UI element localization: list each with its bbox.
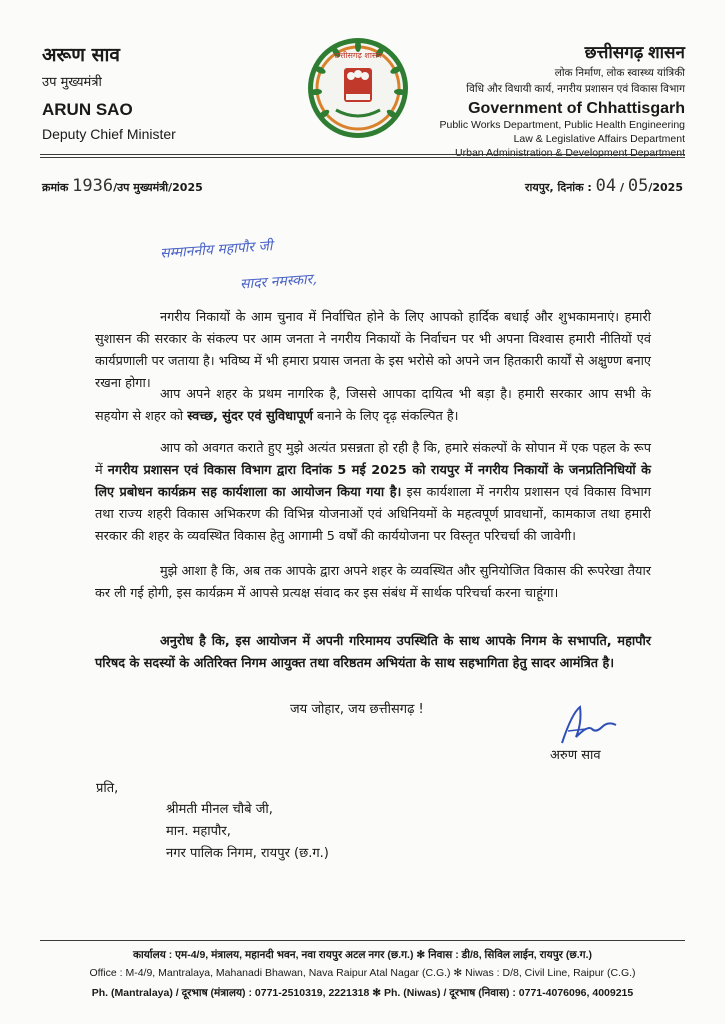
reference-suffix: /उप मुख्यमंत्री/2025: [113, 181, 203, 194]
minister-title-hindi: उप मुख्यमंत्री: [42, 75, 102, 90]
paragraph-3-text-b: इस कार्यशाला में नगरीय प्रशासन एवं विकास विभाग तथा राज्य शहरी विकास अभिकरण की विभिन्न योजनाओं एवं अधिनियमों के महत्वपूर्ण प्रावधानों, कामकाज तथा हमारी सरकार की शहर के व्यवस्थित विकास हेतु आगामी 5 वर्षों की कार्ययोजना पर विस्तृत परिचर्चा की जावेगी।: [95, 485, 651, 544]
departments-hindi-1: लोक निर्माण, लोक स्वास्थ्य यांत्रिकी: [554, 67, 685, 79]
closing-greeting: जय जोहार, जय छत्तीसगढ़ !: [290, 702, 424, 717]
date-year: /2025: [648, 181, 683, 194]
paragraph-2-bold: स्वच्छ, सुंदर एवं सुविधापूर्ण: [187, 409, 313, 424]
reference-prefix: क्रमांक: [42, 181, 69, 194]
footer-address-hindi: कार्यालय : एम-4/9, मंत्रालय, महानदी भवन, नवा रायपुर अटल नगर (छ.ग.) ✻ निवास : डी/8, सिविल लाईन, रायपुर (छ.ग.): [132, 949, 592, 961]
recipient-line-2: मान. महापौर,: [166, 824, 231, 839]
government-block: [439, 40, 685, 160]
recipient-line-1: श्रीमती मीनल चौबे जी,: [166, 802, 273, 817]
header-divider: [40, 154, 685, 155]
government-name-hindi: छत्तीसगढ़ शासन: [584, 43, 685, 62]
paragraph-2-text-a: आप अपने शहर के प्रथम नागरिक है, जिससे आपका दायित्व भी बड़ा है। हमारी सरकार आप सभी के सहयोग से शहर को: [95, 387, 651, 424]
handwritten-salutation: सम्माननीय महापौर जी: [159, 238, 274, 262]
letter-date: रायपुर, दिनांक : 04 / 05/2025: [525, 176, 683, 196]
reference-number: [42, 176, 203, 196]
paragraph-3-text-a: आप को अवगत कराते हुए मुझे अत्यंत प्रसन्नता हो रही है कि, हमारे संकल्पों के सोपान में एक पहल के रूप में: [95, 441, 651, 478]
department-english-1: Public Works Department, Public Health Engineering: [439, 119, 685, 131]
minister-title-english: Deputy Chief Minister: [42, 126, 176, 142]
paragraph-2: [95, 384, 651, 428]
minister-name-english: ARUN SAO: [42, 100, 133, 119]
paragraph-4: मुझे आशा है कि, अब तक आपके द्वारा अपने शहर के व्यवस्थित और सुनियोजित विकास की रूपरेखा तैयार कर ली गई होगी, इस कार्यक्रम में आपसे प्रत्यक्ष संवाद कर इस संबंध में सार्थक परिचर्चा करना चाहूंगा।: [95, 564, 651, 601]
paragraph-3: [95, 438, 651, 548]
minister-block: [42, 44, 176, 142]
department-english-3: Urban Administration & Development Department: [455, 147, 685, 159]
footer-phones: Ph. (Mantralaya) / दूरभाष (मंत्रालय) : 0771-2510319, 2221318 ✻ Ph. (Niwas) / दूरभाष (निवास) : 0771-4076096, 4009215: [91, 987, 634, 999]
government-emblem: [306, 36, 410, 140]
footer-divider: [40, 940, 685, 941]
minister-name-hindi: अरूण साव: [42, 44, 120, 66]
footer-address-english: Office : M-4/9, Mantralaya, Mahanadi Bhawan, Nava Raipur Atal Nagar (C.G.) ✻ Niwas : D/8, Civil Line, Raipur (C.G.): [89, 967, 636, 979]
paragraph-1: नगरीय निकायों के आम चुनाव में निर्वाचित होने के लिए आपको हार्दिक बधाई और शुभकामनाएं। हमारी सुशासन की सरकार के संकल्प पर आम जनता ने नगरीय निकायों के निर्वाचन पर भी अपना विश्वास हमारी नीतियों एवं कार्यप्रणाली पर जताया है। भविष्य में भी हमारा प्रयास जनता के इस भरोसे को अपने जन हितकारी कार्यों से अक्षुण्ण बनाए रखना होगा।: [95, 310, 651, 391]
date-label: रायपुर, दिनांक :: [525, 181, 592, 194]
paragraph-2-text-b: बनाने के लिए दृढ़ संकल्पित है।: [316, 409, 459, 424]
signer-name: अरुण साव: [550, 748, 601, 763]
recipient-line-3: नगर पालिक निगम, रायपुर (छ.ग.): [166, 846, 329, 861]
handwritten-greeting: सादर नमस्कार,: [239, 271, 318, 293]
paragraph-3-bold: नगरीय प्रशासन एवं विकास विभाग द्वारा दिनांक 5 मई 2025 को रायपुर में नगरीय निकायों के जनप्रतिनिधियों के लिए प्रबोधन कार्यक्रम सह कार्यशाला का आयोजन किया गया है।: [95, 463, 652, 500]
departments-hindi-2: विधि और विधायी कार्य, नगरीय प्रशासन एवं विकास विभाग: [466, 83, 685, 95]
government-name-english: Government of Chhattisgarh: [468, 100, 685, 117]
date-month: 05: [627, 176, 649, 196]
recipient-address: [166, 799, 329, 865]
recipient-label: प्रति,: [96, 781, 119, 796]
signature-icon: [558, 703, 622, 749]
date-day: 04: [595, 176, 617, 196]
paragraph-5: अनुरोध है कि, इस आयोजन में अपनी गरिमामय उपस्थिति के साथ आपके निगम के सभापति, महापौर परिषद के सदस्यों के अतिरिक्त निगम आयुक्त तथा वरिष्ठतम अभियंता के साथ सहभागिता हेतु सादर आमंत्रित है।: [95, 634, 651, 671]
reference-value: 1936: [72, 176, 114, 196]
department-english-2: Law & Legislative Affairs Department: [513, 133, 685, 145]
emblem-text: छत्तीसगढ़ शासन: [334, 51, 382, 60]
header-divider-2: [40, 157, 685, 158]
